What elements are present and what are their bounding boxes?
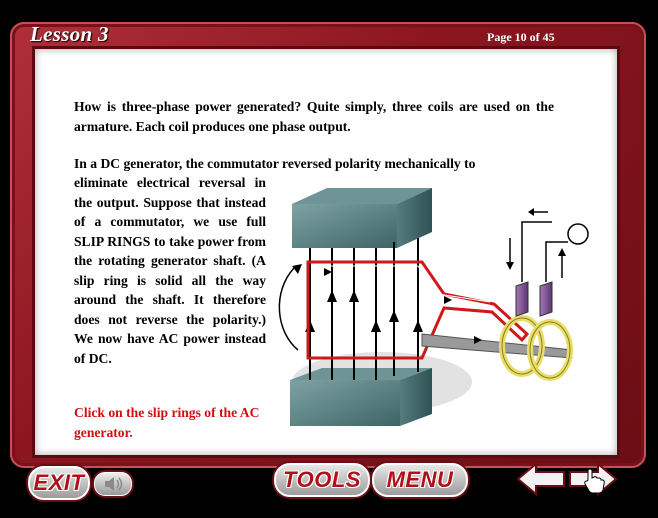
rotation-arrow xyxy=(279,268,298,350)
bottom-magnet-pole xyxy=(290,368,432,426)
exit-label: EXIT xyxy=(33,470,85,495)
back-button[interactable] xyxy=(516,462,566,496)
lesson-title: Lesson 3 xyxy=(30,22,109,46)
output-circuit xyxy=(510,212,588,282)
tools-label: TOOLS xyxy=(283,467,361,492)
slip-ring-paragraph: eliminate electrical reversal in the output. Suppose that instead of a commutator, we use full SLIP RINGS to take power from the rotating generator shaft. (A slip ring is solid all the way around the shaft. It therefore does not reverse the polarity.) We now have AC power instead of DC. xyxy=(74,175,266,366)
field-arrows xyxy=(305,290,423,332)
rotor-shaft xyxy=(422,334,572,358)
dc-generator-line: In a DC generator, the commutator reversed polarity mechanically to xyxy=(74,156,476,171)
menu-label: MENU xyxy=(386,467,454,492)
tools-button[interactable] xyxy=(274,463,370,497)
next-button[interactable] xyxy=(568,462,618,496)
speaker-icon xyxy=(95,473,131,495)
menu-button[interactable] xyxy=(372,463,468,497)
ac-generator-diagram xyxy=(272,182,602,448)
carbon-brushes xyxy=(516,282,552,316)
intro-paragraph: How is three-phase power generated? Quite simply, three coils are used on the armature. Each coil produces one phase output. xyxy=(74,99,554,134)
top-magnet-pole xyxy=(292,188,432,248)
page-indicator: Page 10 of 45 xyxy=(487,30,555,44)
instruction-text: Click on the slip rings of the AC generator. xyxy=(74,405,260,440)
left-arrow-icon xyxy=(518,464,564,494)
sound-button[interactable] xyxy=(94,472,132,496)
exit-button[interactable] xyxy=(28,466,90,500)
